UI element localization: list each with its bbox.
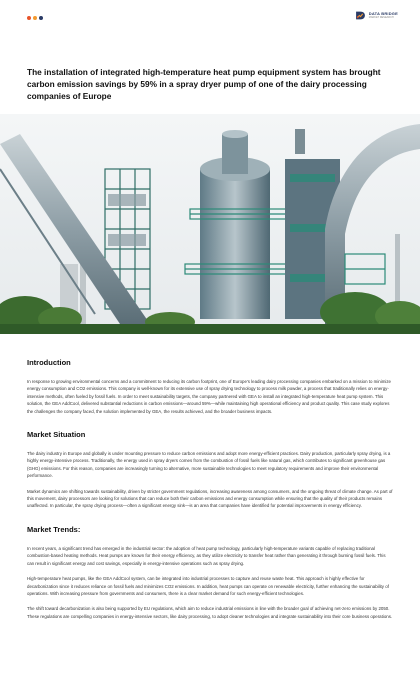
article-body bbox=[27, 358, 393, 628]
dot-orange bbox=[27, 16, 31, 20]
market-situation-paragraph-2: Market dynamics are shifting towards sustainability, driven by stricter government regulations, increasing awareness among consumers, and the ongoing threat of climate change. As part of this movement, dairy processors are looking for solutions that can reduce both their carbon emissions and energy consumption while ensuring that the quality of their products remains unaffected. In particular, the spray drying process—often a significant energy sink—is an area that companies have identified for potential improvements in energy efficiency. bbox=[27, 488, 393, 509]
dot-navy bbox=[39, 16, 43, 20]
decorative-dots bbox=[27, 16, 43, 20]
data-bridge-logo-icon bbox=[355, 10, 366, 21]
logo-tagline: MARKET RESEARCH bbox=[368, 15, 394, 19]
logo-name: DATA BRIDGE bbox=[368, 10, 398, 16]
page-title: The installation of integrated high-temperature heat pump equipment system has brought carbon emission savings by 59% in a spray dryer pump of one of the dairy processing companies of Europe bbox=[27, 67, 381, 101]
heading-market-situation: Market Situation bbox=[27, 430, 86, 440]
market-trends-paragraph-1: In recent years, a significant trend has emerged in the industrial sector: the adoption of heat pump technology, particularly high-temperature variants capable of replacing traditional combustion-based heating methods. Heat pumps are known for their energy efficiency, as they utilize electricity to transfer heat rather than generating it through burning fossil fuels. This can result in significant energy and cost savings, especially in energy-intensive operations such as spray drying. bbox=[27, 545, 386, 566]
dot-amber bbox=[33, 16, 37, 20]
industrial-plant-image bbox=[0, 114, 420, 334]
market-situation-paragraph-1: The dairy industry in Europe and globally is under mounting pressure to reduce carbon emissions and adopt more energy-efficient practices. Dairy production, particularly spray drying, is a highly energy-intensive process. Traditionally, the energy used in spray dryers comes from the combustion of fossil fuels like natural gas, which contributes to significant greenhouse gas (GHG) emissions. For this reason, companies are increasingly turning to alternative, more sustainable technologies to meet regulatory requirements and improve their environmental performance. bbox=[27, 451, 391, 479]
introduction-paragraph: In response to growing environmental concerns and a commitment to reducing its carbon footprint, one of Europe's leading dairy processing companies embarked on a mission to minimize energy consumption and CO2 emissions. This company is well-known for its extensive use of spray drying technology to process milk powder, a process that traditionally relies on energy-intensive methods, often fueled by fossil fuels. In order to meet sustainability targets, the company partnered with GEA to install an integrated high-temperature heat pump system. This solution, the GEA AddCool, delivered substantial reductions in carbon emissions—around 59%—while maintaining high operational efficiency and product quality. This case study explores the challenges the company faced, the solution implemented by GEA, the results achieved, and the broader business impacts. bbox=[27, 379, 391, 414]
market-trends-paragraph-3: The shift toward decarbonization is also being supported by EU regulations, which aim to reduce industrial emissions in line with the broader goal of achieving net-zero emissions by 2050. These regulations are compelling companies in energy-intensive sectors, like dairy processing, to adopt cleaner technologies and integrate sustainability into their core business operations. bbox=[27, 606, 393, 619]
top-bar bbox=[0, 0, 420, 40]
hero-image bbox=[0, 114, 420, 334]
heading-introduction: Introduction bbox=[27, 358, 71, 367]
brand-logo[interactable] bbox=[355, 10, 398, 21]
market-trends-paragraph-2: High-temperature heat pumps, like the GEA AddCool system, can be integrated into industrial processes to capture and reuse waste heat. This approach is highly effective for decarbonization since it reduces reliance on fossil fuels and minimizes CO2 emissions. In addition, heat pumps can operate on renewable electricity, further enhancing the sustainability of operations. With increasing pressure from governments and consumers, there is a clear market demand for such energy-efficient technologies. bbox=[27, 576, 389, 596]
heading-market-trends: Market Trends: bbox=[27, 524, 81, 534]
